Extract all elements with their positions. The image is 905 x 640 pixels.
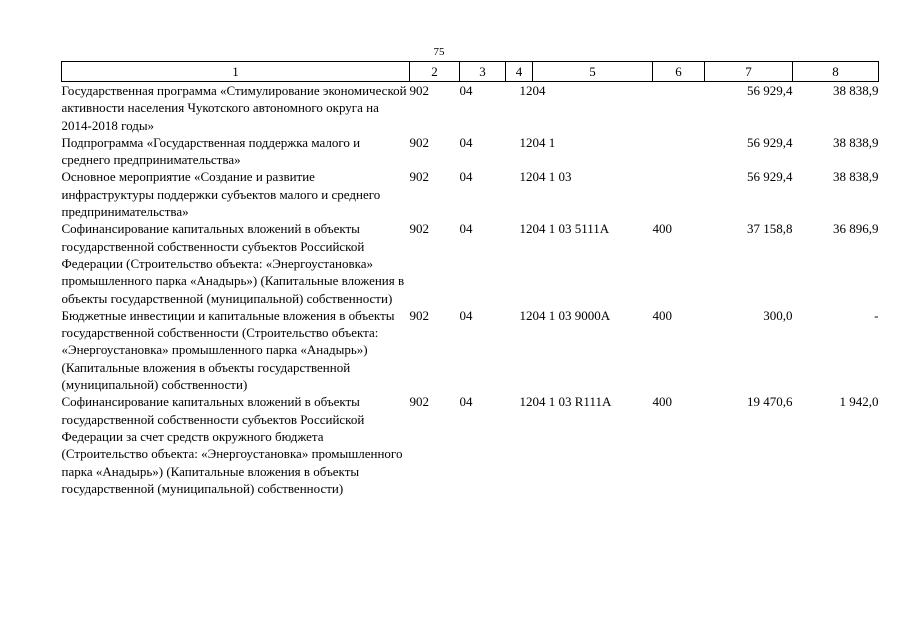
row-expense-type: 400 — [652, 221, 672, 237]
row-subsection-code: 12 — [519, 169, 533, 185]
row-expense-type: 400 — [652, 307, 672, 323]
row-subsection-code: 12 — [519, 394, 533, 410]
row-amount-col7: 300,0 — [763, 307, 793, 323]
row-expense-type — [653, 82, 705, 134]
header-col-5: 5 — [533, 62, 653, 82]
row-expense-type — [653, 134, 705, 169]
row-amount-col8: - — [874, 307, 879, 323]
header-col-8: 8 — [793, 62, 879, 82]
table-row — [62, 168, 879, 220]
row-amount-col7: 37 158,8 — [747, 221, 793, 237]
row-ministry-code: 902 — [409, 169, 429, 185]
row-amount-col7: 56 929,4 — [747, 134, 793, 150]
row-section-code: 04 — [459, 134, 473, 150]
row-amount-col8: 38 838,9 — [833, 83, 879, 98]
row-target-code: 04 1 — [532, 134, 556, 150]
row-amount-col7: 19 470,6 — [747, 394, 793, 410]
row-amount-col8: 1 942,0 — [839, 394, 879, 410]
row-subsection-code: 12 — [519, 134, 533, 150]
row-target-code: 04 1 03 R111А — [532, 394, 612, 410]
row-ministry-code: 902 — [409, 307, 429, 323]
budget-table — [61, 61, 879, 497]
row-section-code: 04 — [459, 221, 473, 237]
page-number: 75 — [433, 46, 445, 58]
row-amount-col7: 56 929,4 — [747, 169, 793, 185]
header-col-7: 7 — [705, 62, 793, 82]
row-target-code: 04 1 03 5111А — [532, 221, 610, 237]
row-amount-col8: 38 838,9 — [833, 134, 879, 150]
header-col-4: 4 — [506, 62, 533, 82]
row-ministry-code: 902 — [409, 134, 429, 150]
row-target-code: 04 — [532, 83, 546, 98]
row-section-code: 04 — [459, 83, 473, 98]
row-subsection-code: 12 — [519, 307, 533, 323]
row-subsection-code: 12 — [519, 221, 533, 237]
row-ministry-code: 902 — [409, 221, 429, 237]
header-col-2: 2 — [410, 62, 460, 82]
row-section-code: 04 — [459, 169, 473, 185]
row-name: Бюджетные инвестиции и капитальные вложения в объекты государственной собственности (Строительство объекта: «Энергоустановка» промышленного парка «Анадырь») (Капитальные вложения в объекты государственной (муниципальной) собственности) — [61, 307, 395, 393]
row-expense-type: 400 — [652, 394, 672, 410]
header-col-1: 1 — [62, 62, 410, 82]
table-row — [62, 393, 879, 497]
table-header-row — [62, 62, 879, 82]
row-target-code: 04 1 03 9000А — [532, 307, 611, 323]
row-section-code: 04 — [459, 394, 473, 410]
table-row — [62, 307, 879, 393]
row-subsection-code: 12 — [519, 83, 533, 98]
table-row — [62, 134, 879, 169]
row-expense-type — [653, 168, 705, 220]
row-section-code: 04 — [459, 307, 473, 323]
row-ministry-code: 902 — [409, 394, 429, 410]
table-row — [62, 82, 879, 134]
row-name: Подпрограмма «Государственная поддержка малого и среднего предпринимательства» — [61, 134, 361, 168]
row-name: Основное мероприятие «Создание и развитие инфраструктуры поддержки субъектов малого и среднего предпринимательства» — [61, 169, 381, 220]
header-col-6: 6 — [653, 62, 705, 82]
row-name: Софинансирование капитальных вложений в объекты государственной собственности субъектов Российской Федерации за счет средств окружного бюджета (Строительство объекта: «Энергоустановка» промышленного парка «Анадырь») (Капитальные вложения в объекты государственной (муниципальной) собственности) — [61, 394, 403, 496]
table-row — [62, 220, 879, 306]
header-col-3: 3 — [460, 62, 506, 82]
row-amount-col7: 56 929,4 — [747, 83, 793, 98]
row-target-code: 04 1 03 — [532, 169, 572, 185]
row-amount-col8: 38 838,9 — [833, 169, 879, 185]
row-ministry-code: 902 — [409, 83, 429, 98]
row-name: Государственная программа «Стимулирование экономической активности населения Чукотского автономного округа на 2014-2018 годы» — [61, 83, 407, 133]
row-name: Софинансирование капитальных вложений в объекты государственной собственности субъектов Российской Федерации (Строительство объекта: «Энергоустановка» промышленного парка «Анадырь») (Капитальные вложения в объекты государственной (муниципальной) собственности) — [61, 221, 405, 306]
row-amount-col8: 36 896,9 — [833, 221, 879, 237]
